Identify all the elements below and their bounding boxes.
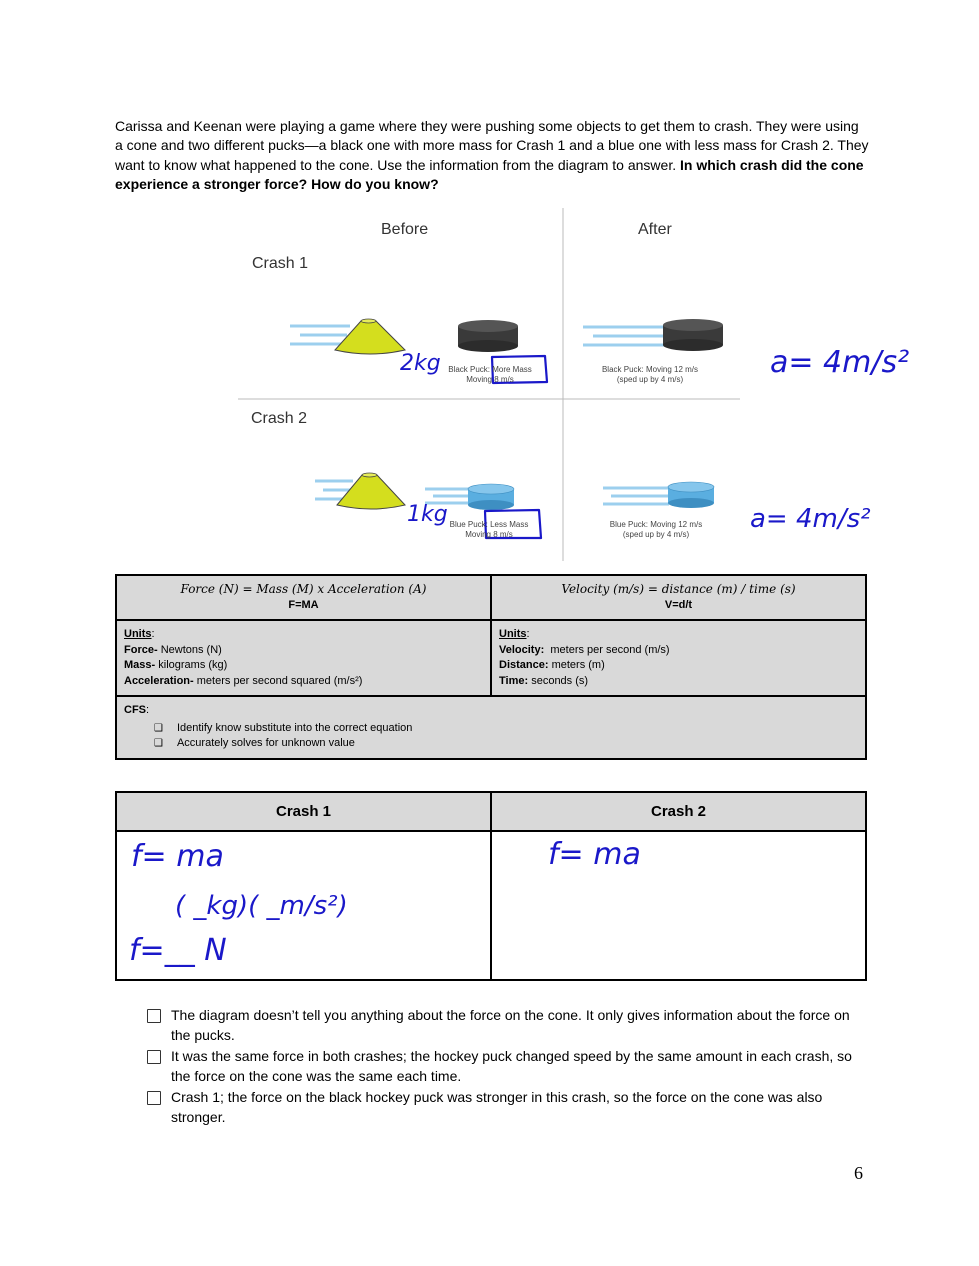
question-text [115, 117, 870, 194]
checkbox-bullet-icon: ❑ [154, 722, 163, 734]
formula-row [117, 576, 865, 621]
motion-lines-icon [290, 326, 350, 344]
option-text: It was the same force in both crashes; the hockey puck changed speed by the same amount in each crash, so the force on the cone was the same each time. [171, 1048, 852, 1084]
crash1-before-caption: Black Puck: More Mass Moving 8 m/s [448, 365, 532, 384]
label-crash-1: Crash 1 [252, 255, 309, 272]
force-formula-cell [117, 576, 490, 619]
mass-unit: kilograms (kg) [158, 659, 228, 671]
diagram-graphics [235, 205, 745, 565]
force-short: F=MA [288, 598, 319, 611]
velocity-short: V=d/t [664, 598, 693, 611]
blue-puck-icon [668, 482, 714, 508]
question-prompt: In which crash did the cone experience a stronger force? How do you know? [115, 156, 864, 192]
option-text: Crash 1; the force on the black hockey puck was stronger in this crash, so the force on the cone was also stronger. [171, 1089, 823, 1125]
cfs-item: ❑ Identify know substitute into the correct equation [154, 721, 858, 737]
page-number: 6 [854, 1163, 863, 1183]
cfs-item: ❑ Accurately solves for unknown value [154, 736, 858, 752]
crash-2-handwriting [492, 832, 865, 977]
crash2-after-caption: Blue Puck: Moving 12 m/s (sped up by 4 m/s) [609, 520, 703, 539]
label-after: After [638, 221, 672, 238]
cfs-title: CFS [124, 704, 146, 716]
accel-unit: meters per second squared (m/s²) [196, 674, 363, 687]
units-row [117, 621, 865, 697]
checkbox[interactable] [147, 1091, 161, 1105]
crash-2-header: Crash 2 [490, 793, 865, 830]
distance-unit: meters (m) [551, 659, 605, 671]
crash-1-handwriting [117, 832, 490, 977]
hw-crash1-line3: f=__ N [129, 933, 227, 968]
force-units-cell: Units: Force- Newtons (N) Mass- kilograms (kg) Acceleration- meters per second squared (m/s²) [124, 628, 363, 687]
force-equation: Force (N) = Mass (M) x Acceleration (A) [180, 582, 427, 596]
mass-label: Mass- [124, 659, 156, 671]
crash-1-work-area[interactable] [117, 832, 490, 979]
velocity-unit: meters per second (m/s) [550, 643, 670, 656]
crash2-before-caption: Blue Puck: Less Mass Moving 8 m/s [449, 520, 529, 539]
velocity-equation: Velocity (m/s) = distance (m) / time (s) [561, 582, 796, 596]
velocity-label: Velocity: [499, 643, 545, 656]
crash-2-work-area[interactable] [490, 832, 865, 979]
cfs-list [154, 721, 858, 752]
formula-table [115, 574, 867, 760]
accel-label: Acceleration- [124, 674, 194, 687]
time-label: Time: [499, 674, 529, 687]
time-unit: seconds (s) [531, 674, 589, 687]
handwritten-accel-1: a= 4m/s² [770, 345, 910, 380]
hw-crash2-line1: f= ma [548, 837, 641, 872]
answer-option[interactable] [147, 1006, 862, 1045]
blue-puck-icon [468, 484, 514, 510]
black-puck-icon [663, 319, 723, 351]
velocity-formula-cell [490, 576, 865, 619]
hw-crash1-line1: f= ma [131, 839, 224, 874]
crash-work-table [115, 791, 867, 981]
question-intro: Carissa and Keenan were playing a game where they were pushing some objects to get them to crash. They were using a cone and two different pucks—a black one with more mass for Crash 1 and a blue one with less mass for Crash 2. They want to know what happened to the cone. Use the information from the diagram to answer. [115, 118, 869, 173]
units-title: Units [499, 628, 527, 640]
handwritten-mass-2: 1kg [407, 502, 448, 527]
crash-table-header [117, 793, 865, 832]
checkbox[interactable] [147, 1009, 161, 1023]
crash-1-header: Crash 1 [275, 803, 332, 820]
distance-label: Distance: [499, 659, 549, 671]
force-label: Force- [124, 643, 158, 656]
hw-crash1-line2: ( _kg)( _m/s²) [175, 891, 348, 921]
checkbox[interactable] [147, 1050, 161, 1064]
force-unit: Newtons (N) [160, 643, 222, 656]
answer-option[interactable] [147, 1047, 862, 1086]
handwritten-mass-1: 2kg [400, 351, 441, 376]
cfs-row [117, 697, 865, 758]
motion-lines-icon [603, 488, 669, 504]
cfs-cell: CFS: ❑ Identify know substitute into the correct equation ❑ Accurately solves for unknown value [117, 697, 865, 758]
answer-option[interactable] [147, 1088, 862, 1127]
label-crash-2: Crash 2 [251, 410, 308, 427]
crash-diagram [235, 205, 745, 565]
black-puck-icon [458, 320, 518, 352]
crash-table-body [117, 832, 865, 979]
units-title: Units [124, 628, 152, 640]
label-before: Before [381, 221, 429, 238]
motion-lines-icon [583, 327, 665, 345]
crash1-after-caption: Black Puck: Moving 12 m/s (sped up by 4 m/s) [601, 365, 699, 384]
motion-lines-icon [425, 489, 471, 503]
checkbox-bullet-icon: ❑ [154, 738, 163, 749]
handwritten-accel-layer [740, 330, 940, 550]
handwritten-accel-2: a= 4m/s² [750, 504, 871, 534]
velocity-units-cell: Units: Velocity: meters per second (m/s) Distance: meters (m) Time: seconds (s) [490, 621, 865, 695]
option-text: The diagram doesn’t tell you anything about the force on the cone. It only gives information about the force on the pucks. [171, 1007, 850, 1043]
